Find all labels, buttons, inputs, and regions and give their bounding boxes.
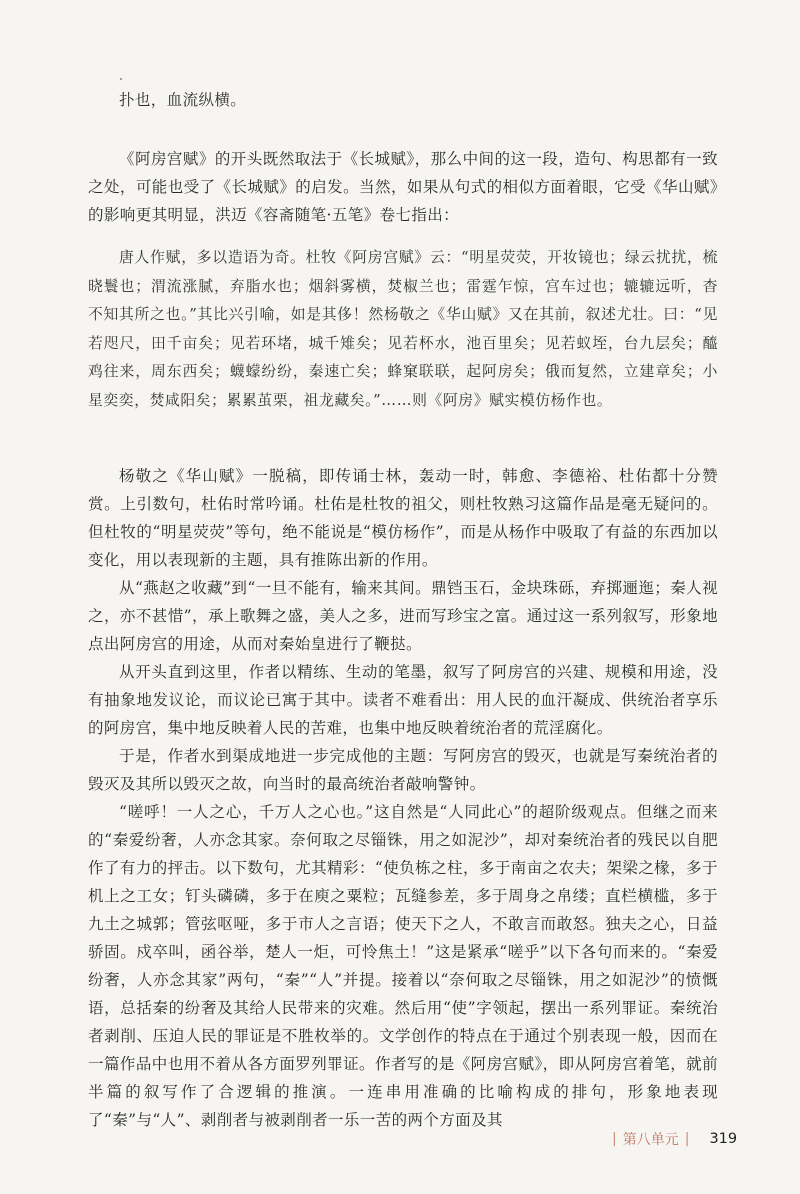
paragraph-summary: 从开头直到这里，作者以精练、生动的笔墨，叙写了阿房宫的兴建、规模和用途，没有抽象地发议论，而议论已寓于其中。读者不难看出：用人民的血汗凝成、供统治者享乐的阿房宫，集中地反映着人民的苦难，也集中地反映着统治者的荒淫腐化。 [88, 663, 718, 737]
footer-divider-right: | [684, 1131, 690, 1147]
page-footer [606, 1128, 737, 1150]
footer-divider-left: | [612, 1131, 617, 1147]
paragraph-continuation: 扑也，血流纵横。 [119, 91, 247, 109]
paragraph-analysis: “嗟呼！一人之心，千万人之心也。”这自然是“人同此心”的超阶级观点。但继之而来的“秦爱纷奢，人亦念其家。奈何取之尽锱铢，用之如泥沙”，却对秦统治者的残民以自肥作了有力的抨击。以下数句，尤其精彩：“使负栋之柱，多于南亩之农夫；架梁之椽，多于机上之工女；钉头磷磷，多于在庾之粟粒；瓦缝参差，多于周身之帛缕；直栏横槛，多于九土之城郭；管弦呕哑，多于市人之言语；使天下之人，不敢言而敢怒。独夫之心，日益骄固。戍卒叫，函谷举，楚人一炬，可怜焦土！”这是紧承“嗟乎”以下各句而来的。“秦爱纷奢，人亦念其家”两句，“秦”“人”并提。接着以“奈何取之尽锱铢，用之如泥沙”的愤慨语，总括秦的纷奢及其给人民带来的灾难。然后用“使”字领起，摆出一系列罪证。秦统治者剥削、压迫人民的罪证是不胜枚举的。文学创作的特点在于通过个别表现一般，因而在一篇作品中也用不着从各方面罗列罪证。作者写的是《阿房宫赋》，即从阿房宫着笔，就前半篇的叙写作了合逻辑的推演。一连串用准确的比喻构成的排句，形象地表现了“秦”与“人”、剥削者与被剥削者一乐一苦的两个方面及其 [88, 803, 718, 1129]
block-quote: 唐人作赋，多以造语为奇。杜牧《阿房宫赋》云：“明星荧荧，开妆镜也；绿云扰扰，梳晓鬟也；渭流涨腻，弃脂水也；烟斜雾横，焚椒兰也；雷霆乍惊，宫车过也；辘辘远听，杳不知其所之也。”其比兴引喻，如是其侈！然杨敬之《华山赋》又在其前，叙述尤壮。曰：“见若咫尺，田千亩矣；见若环堵，城千雉矣；见若杯水，池百里矣；见若蚁垤，台九层矣；醯鸡往来，周东西矣；蠛蠓纷纷，秦速亡矣；蜂窠联联，起阿房矣；俄而复然，立建章矣；小星奕奕，焚咸阳矣；累累茧栗，祖龙藏矣。”……则《阿房》赋实模仿杨作也。 [88, 249, 718, 409]
page-number: 319 [709, 1131, 738, 1147]
paragraph-treasures: 从“燕赵之收藏”到“一旦不能有，输来其间。鼎铛玉石，金块珠砾，弃掷逦迤；秦人视之，亦不甚惜”，承上歌舞之盛，美人之多，进而写珍宝之富。通过这一系列叙写，形象地点出阿房宫的用途，从而对秦始皇进行了鞭挞。 [88, 579, 718, 653]
paragraph-intro: 《阿房宫赋》的开头既然取法于《长城赋》，那么中间的这一段，造句、构思都有一致之处，可能也受了《长城赋》的启发。当然，如果从句式的相似方面着眼，它受《华山赋》的影响更其明显，洪迈《容斋随笔·五笔》卷七指出： [88, 150, 718, 224]
scan-speck [120, 78, 122, 80]
paragraph-theme: 于是，作者水到渠成地进一步完成他的主题：写阿房宫的毁灭，也就是写秦统治者的毁灭及其所以毁灭之故，向当时的最高统治者敲响警钟。 [88, 747, 718, 793]
paragraph-yang-jingzhi: 杨敬之《华山赋》一脱稿，即传诵士林，轰动一时，韩愈、李德裕、杜佑都十分赞赏。上引数句，杜佑时常吟诵。杜佑是杜牧的祖父，则杜牧熟习这篇作品是毫无疑问的。但杜牧的“明星荧荧”等句，绝不能说是“模仿杨作”，而是从杨作中吸取了有益的东西加以变化，用以表现新的主题，具有推陈出新的作用。 [88, 467, 718, 569]
footer-unit-label: 第八单元 [622, 1132, 679, 1148]
